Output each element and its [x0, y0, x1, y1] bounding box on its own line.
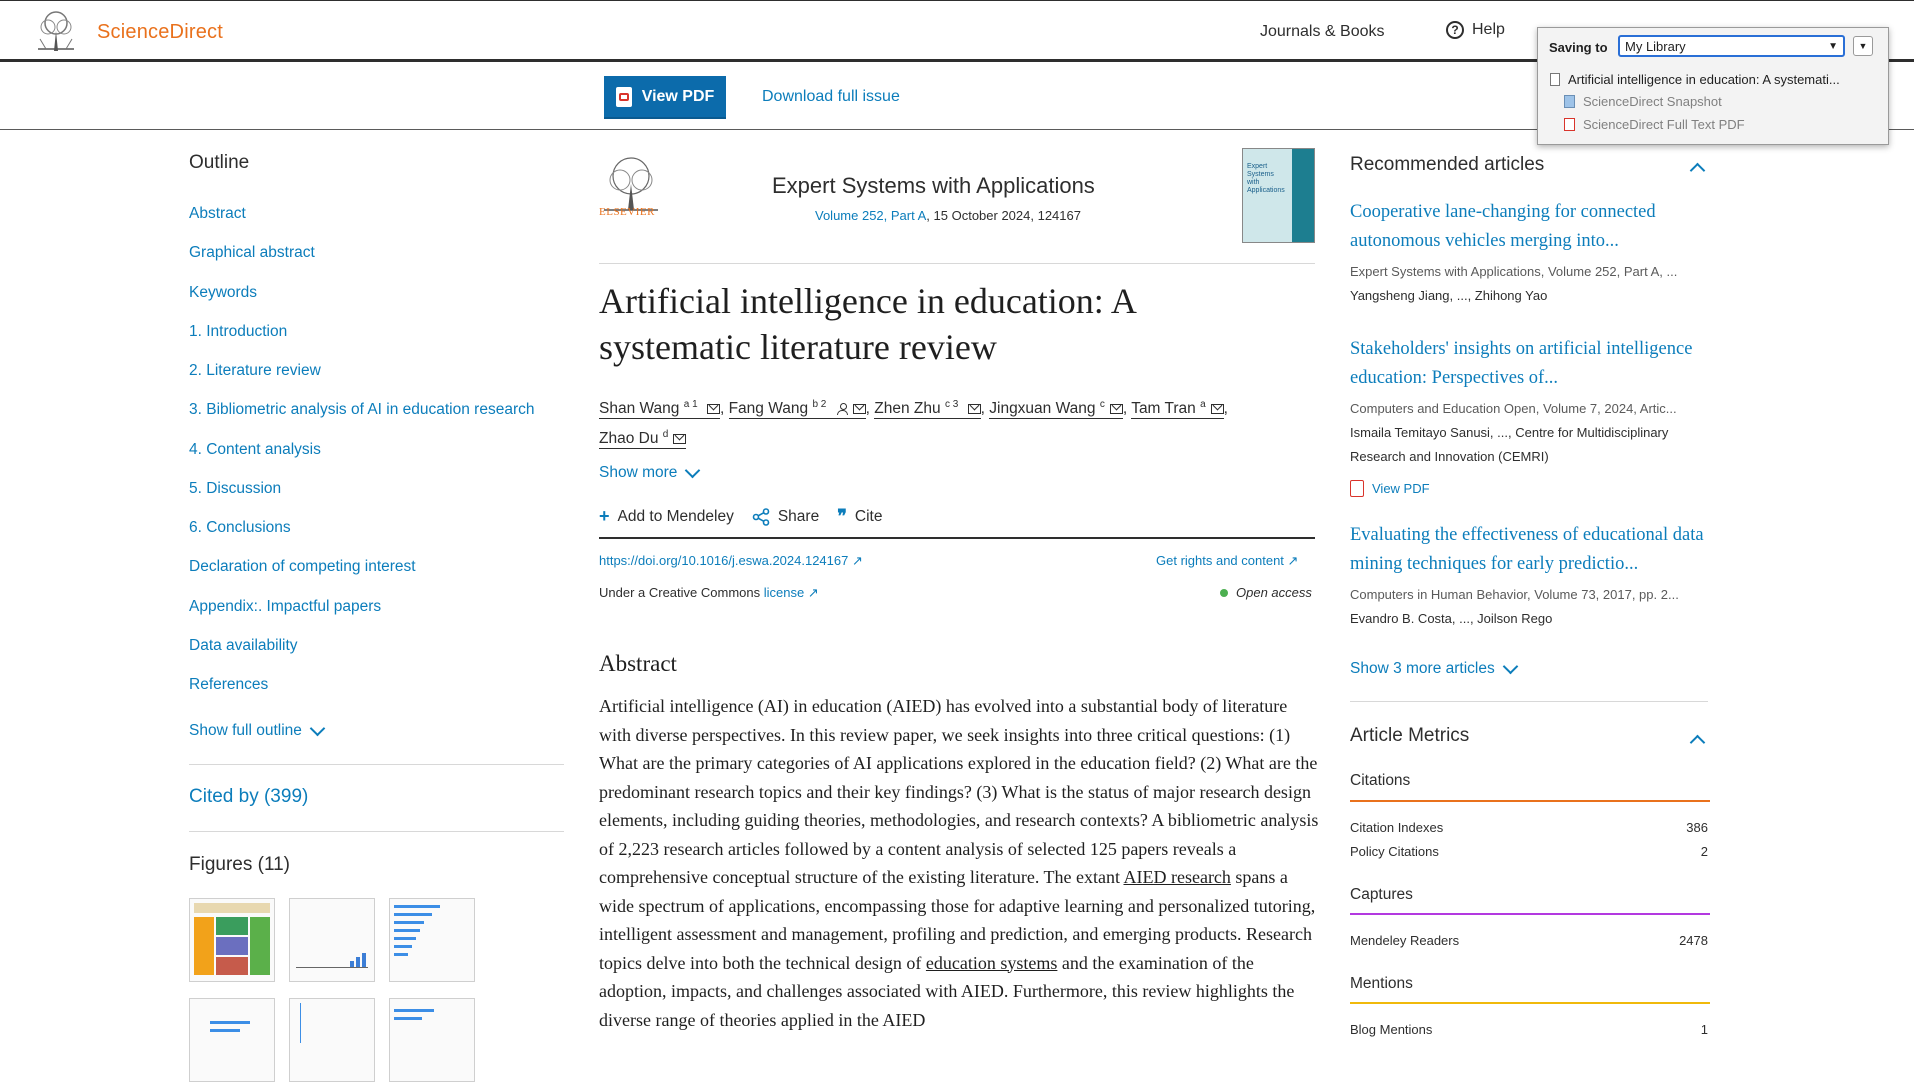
- author-link[interactable]: Tam Tran $^a$: [1131, 400, 1223, 419]
- divider: [599, 263, 1315, 264]
- outline-item-appendix[interactable]: Appendix:. Impactful papers: [189, 598, 382, 615]
- recommended-article-authors: Evandro B. Costa, ..., Joilson Rego: [1350, 611, 1553, 626]
- sciencedirect-logo[interactable]: ScienceDirect: [97, 21, 223, 43]
- figure-thumbnail[interactable]: [289, 898, 375, 982]
- author-list: Shan Wang $^{a 1}$ , Fang Wang $^{b 2}$ , Zhen Zhu $^{c 3}$ , Jingxuan Wang $^c$ , Tam Tran $^a$ , Zhao Du $^d$: [599, 399, 1228, 448]
- outline-item-keywords[interactable]: Keywords: [189, 284, 258, 301]
- elsevier-wordmark: ELSEVIER: [599, 206, 655, 218]
- show-full-outline-button[interactable]: [189, 722, 323, 740]
- open-access-badge: Open access: [1220, 585, 1312, 600]
- save-to-library-popup: [1537, 27, 1889, 145]
- journal-issue-info: [815, 208, 1081, 223]
- figure-thumbnail[interactable]: [389, 998, 475, 1082]
- author-link[interactable]: Fang Wang $^{b 2}$: [729, 400, 866, 419]
- recommended-view-pdf-link[interactable]: View PDF: [1350, 480, 1430, 497]
- person-icon: [837, 403, 848, 415]
- figure-thumbnail[interactable]: [389, 898, 475, 982]
- elsevier-tree-logo[interactable]: [32, 9, 80, 53]
- outline-item-abstract[interactable]: Abstract: [189, 205, 246, 222]
- recommended-article-source: Expert Systems with Applications, Volume 252, Part A, ...: [1350, 264, 1678, 279]
- captures-bar: [1350, 913, 1710, 915]
- show-full-outline-label: Show full outline: [189, 722, 302, 739]
- email-icon: [673, 434, 686, 444]
- recommended-article-source: Computers and Education Open, Volume 7, 2024, Artic...: [1350, 401, 1677, 416]
- outline-item-graphical-abstract[interactable]: Graphical abstract: [189, 244, 315, 261]
- metric-row: Mendeley Readers 2478: [1350, 933, 1708, 948]
- outline-item-introduction[interactable]: 1. Introduction: [189, 323, 288, 340]
- document-icon: [1550, 73, 1560, 86]
- divider: [1350, 701, 1708, 702]
- pdf-icon: [1564, 118, 1575, 131]
- metric-row: Citation Indexes 386: [1350, 820, 1708, 835]
- expand-options-button[interactable]: ▼: [1853, 36, 1873, 56]
- recommended-articles-heading: Recommended articles: [1350, 154, 1545, 175]
- mentions-bar: [1350, 1002, 1710, 1004]
- library-select[interactable]: My Library ▼: [1618, 35, 1845, 57]
- article-title: Artificial intelligence in education: A systematic literature review: [599, 281, 1135, 367]
- divider: [189, 831, 564, 832]
- divider: [189, 764, 564, 765]
- share-button[interactable]: Share: [752, 508, 819, 526]
- help-link[interactable]: [1446, 21, 1505, 39]
- abstract-text: Artificial intelligence (AI) in education (AIED) has evolved into a substantial body of literature with diverse perspectives. In this review paper, we seek insights into three critical questions: (1) What are the primary categories of AI applications explored in the education field? (2) What are the predominant research topics and their key findings? (3) What is the status of major research design elements, including guiding theories, methodologies, and research contexts? A bibliometric analysis of 2,223 research articles followed by a content analysis of selected 125 papers reveals a comprehensive conceptual structure of the existing literature. The extant AIED research spans a wide spectrum of applications, encompassing those for adaptive learning and personalized tutoring, intelligent assessment and management, profiling and prediction, and emerging products. Research topics delve into both the technical design of education systems and the examination of the adoption, impacts, and challenges associated with AIED. Furthermore, this review highlights the diverse range of theories applied in the AIED: [599, 696, 1319, 1030]
- cover-title: Expert Systems with Applications: [1247, 163, 1285, 194]
- outline-item-literature-review[interactable]: 2. Literature review: [189, 362, 321, 379]
- article-actions: [599, 506, 882, 527]
- quote-icon: ❞: [837, 506, 847, 527]
- outline-heading: Outline: [189, 152, 250, 173]
- open-access-dot-icon: [1220, 589, 1228, 597]
- share-icon: [752, 508, 770, 526]
- chevron-up-icon[interactable]: [1690, 163, 1706, 179]
- abstract-heading: Abstract: [599, 651, 677, 676]
- article-metrics-heading: Article Metrics: [1350, 725, 1470, 746]
- email-icon: [707, 404, 720, 414]
- recommended-article-link[interactable]: Stakeholders' insights on artificial intelligence education: Perspectives of...: [1350, 339, 1693, 388]
- snapshot-attachment: ScienceDirect Snapshot: [1564, 94, 1722, 109]
- author-link[interactable]: Shan Wang $^{a 1}$: [599, 400, 720, 419]
- metric-row: Policy Citations 2: [1350, 844, 1708, 859]
- metric-row: Blog Mentions 1: [1350, 1022, 1708, 1037]
- figure-thumbnail[interactable]: [289, 998, 375, 1082]
- recommended-article-authors: Yangsheng Jiang, ..., Zhihong Yao: [1350, 288, 1548, 303]
- recommended-article-authors: Ismaila Temitayo Sanusi, ..., Centre for Multidisciplinary Research and Innovation (CEMRI): [1350, 425, 1669, 464]
- snapshot-icon: [1564, 95, 1575, 108]
- divider: [599, 537, 1315, 539]
- chevron-up-icon[interactable]: [1690, 735, 1706, 751]
- outline-item-competing-interest[interactable]: Declaration of competing interest: [189, 558, 416, 575]
- recommended-article-link[interactable]: Cooperative lane-changing for connected autonomous vehicles merging into...: [1350, 202, 1656, 251]
- license-link[interactable]: license ↗: [763, 585, 819, 600]
- volume-link[interactable]: Volume 252, Part A: [815, 208, 927, 223]
- show-more-label: Show more: [599, 464, 678, 481]
- email-icon: [853, 404, 866, 414]
- journal-title-link[interactable]: Expert Systems with Applications: [772, 173, 1095, 198]
- outline-item-conclusions[interactable]: 6. Conclusions: [189, 519, 291, 536]
- figures-heading: Figures (11): [189, 854, 291, 875]
- author-link[interactable]: Zhen Zhu $^{c 3}$: [874, 400, 980, 419]
- captures-heading: Captures: [1350, 886, 1413, 903]
- doi-link[interactable]: https://doi.org/10.1016/j.eswa.2024.124167 ↗: [599, 553, 863, 568]
- aied-research-link[interactable]: AIED research: [1123, 867, 1231, 887]
- chevron-down-icon: [1502, 659, 1518, 675]
- outline-item-references[interactable]: References: [189, 676, 269, 693]
- pdf-icon: [1350, 480, 1364, 497]
- issue-date: , 15 October 2024, 124167: [926, 208, 1081, 223]
- help-icon: ?: [1446, 21, 1464, 39]
- cited-by-link[interactable]: Cited by (399): [189, 786, 309, 807]
- outline-item-content-analysis[interactable]: 4. Content analysis: [189, 441, 321, 458]
- outline-item-data-availability[interactable]: Data availability: [189, 637, 298, 654]
- view-pdf-label: View PDF: [641, 87, 715, 105]
- email-icon: [1211, 404, 1224, 414]
- email-icon: [1110, 404, 1123, 414]
- outline-item-discussion[interactable]: 5. Discussion: [189, 480, 282, 497]
- creative-commons-notice: Under a Creative Commons license ↗: [599, 585, 819, 600]
- view-pdf-button[interactable]: [604, 76, 726, 119]
- saving-to-label: Saving to: [1549, 40, 1608, 55]
- get-rights-link[interactable]: Get rights and content ↗: [1156, 553, 1299, 568]
- download-full-issue-link[interactable]: Download full issue: [762, 88, 900, 105]
- chevron-down-icon: ▼: [1828, 40, 1838, 52]
- recommended-article-link[interactable]: Evaluating the effectiveness of educational data mining techniques for early predictio...: [1350, 525, 1704, 574]
- pdf-attachment: ScienceDirect Full Text PDF: [1564, 117, 1745, 132]
- author-link[interactable]: Zhao Du $^d$: [599, 430, 686, 449]
- figure-thumbnail[interactable]: [189, 998, 275, 1082]
- recommended-article-source: Computers in Human Behavior, Volume 73, 2017, pp. 2...: [1350, 587, 1679, 602]
- journals-books-link[interactable]: Journals & Books: [1260, 23, 1385, 40]
- show-more-button[interactable]: [599, 464, 698, 482]
- pdf-icon: [616, 87, 632, 107]
- show-more-articles-button[interactable]: Show 3 more articles: [1350, 660, 1516, 678]
- help-label: Help: [1472, 21, 1505, 38]
- education-systems-link[interactable]: education systems: [925, 952, 1058, 973]
- figure-thumbnail[interactable]: [189, 898, 275, 982]
- outline-item-bibliometric-analysis[interactable]: 3. Bibliometric analysis of AI in education research: [189, 401, 535, 418]
- email-icon: [968, 404, 981, 414]
- citations-heading: Citations: [1350, 772, 1411, 789]
- chevron-down-icon: [310, 721, 326, 737]
- mentions-heading: Mentions: [1350, 975, 1413, 992]
- chevron-down-icon: [685, 463, 701, 479]
- add-to-mendeley-button[interactable]: + Add to Mendeley: [599, 506, 734, 526]
- cite-button[interactable]: ❞ Cite: [837, 506, 883, 527]
- journal-cover-image[interactable]: [1242, 148, 1315, 243]
- author-link[interactable]: Jingxuan Wang $^c$: [989, 400, 1123, 419]
- plus-icon: +: [599, 506, 610, 526]
- saved-item[interactable]: Artificial intelligence in education: A systemati...: [1550, 72, 1840, 87]
- citations-bar: [1350, 800, 1710, 802]
